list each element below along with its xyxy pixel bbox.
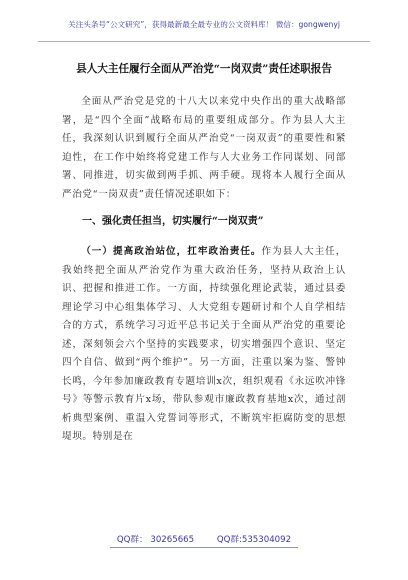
subsection-heading: （一）提高政治站位，扛牢政治责任。: [81, 246, 262, 257]
header-banner: 关注头条号“公文研究”，获得最新最全最专业的公文资料库！ 微信：gongwenyj: [68, 20, 340, 29]
header-divider: [38, 41, 370, 42]
subsection-body: 作为县人大主任，我始终把全面从严治党作为重大政治任务，坚持从政治上认识、把握和推进工作。一方面，持续强化理论武装，通过县委理论学习中心组集体学习、人大党组专题研讨和个人自学相结合的方式，系统学习习近平总书记关于全面从严治党的重要论述，深刻领会六个坚持的实践要求，切实增强四个意识、坚定四个自信、做到“两个维护”。另一方面，注重以案为鉴、警钟长鸣，今年参加廉政教育专题培训x次，组织观看《永远吹冲锋号》等警示教育片x场，带队参观市廉政教育基地x次，通过剖析典型案例、重温入党誓词等形式，不断筑牢拒腐防变的思想堤坝。特别是在: [62, 246, 346, 442]
document-body: [62, 93, 346, 447]
footer-qq-group-1: QQ群： 30265665: [116, 535, 195, 545]
subsection-paragraph: [62, 243, 346, 447]
footer-qq-group-2: QQ群:535304092: [216, 535, 292, 545]
footer-contacts: [0, 533, 408, 545]
document-title: 县人大主任履行全面从严治党“一岗双责”责任述职报告: [76, 63, 332, 75]
section-heading: 一、强化责任担当，切实履行“一岗双责”: [82, 216, 264, 227]
footer-divider: [110, 547, 298, 548]
intro-paragraph: 全面从严治党是党的十八大以来党中央作出的重大战略部署，是“四个全面”战略布局的重要组成部分。作为县人大主任，我深刻认识到履行全面从严治党“一岗双责”的重要性和紧迫性，在工作中始终将党建工作与人大业务工作同谋划、同部署、同推进，切实做到两手抓、两手硬。现将本人履行全面从严治党“一岗双责”责任情况述职如下：: [62, 96, 346, 200]
